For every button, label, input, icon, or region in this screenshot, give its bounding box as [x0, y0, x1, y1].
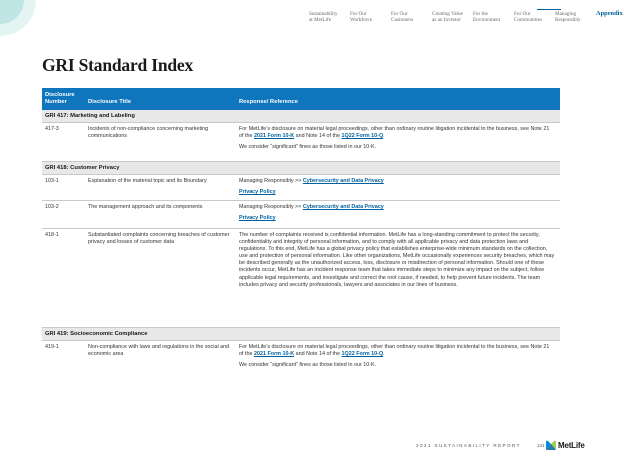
disclosure-title: Explanation of the material topic and its Boundary: [88, 178, 207, 184]
form-10k-link[interactable]: 2021 Form 10-K: [254, 351, 295, 358]
section-navigation: [309, 11, 624, 23]
privacy-policy-link[interactable]: Privacy Policy: [239, 189, 276, 196]
table-row: [42, 201, 560, 229]
form-10k-link[interactable]: 2021 Form 10-K: [254, 133, 295, 140]
section-header-417: GRI 417: Marketing and Labeling: [42, 110, 560, 123]
disclosure-number: 418-1: [45, 232, 59, 238]
report-footer: 2021 SUSTAINABILITY REPORT: [416, 443, 521, 448]
cybersecurity-link[interactable]: Cybersecurity and Data Privacy: [302, 178, 384, 184]
nav-communities[interactable]: For Our Communities: [514, 11, 542, 23]
metlife-logo-icon: [545, 439, 557, 451]
disclosure-response: For MetLife’s disclosure on material legal proceedings, other than ordinary routine litigation incidental to the business, see Note 21 of the 2021 Form 10-K and Note 14 of the 1Q22 Form 10-Q. We consider “significant” fines as those listed in our 10-K.: [239, 126, 550, 151]
nav-workforce[interactable]: For Our Workforce: [350, 11, 373, 23]
table-row: [42, 229, 560, 328]
nav-investor[interactable]: Creating Value as an Investor: [432, 11, 463, 23]
disclosure-number: 103-1: [45, 178, 59, 184]
nav-customers[interactable]: For Our Customers: [391, 11, 414, 23]
disclosure-response: The number of complaints received is confidential information. MetLife has a long-standing commitment to protect the security, confidentiality and integrity of personal information, and to comply with all applicable privacy and data protection laws and regulations. To this end, MetLife has a global privacy policy that establishes enterprise-wide minimum standards on the collection, use and protection of personal information. Like other organizations, MetLife occasionally experiences security breaches, which may be described generally as the unauthorized access, loss, disclosure or misdirection of personal information. Should one of these incidents occur, MetLife has an incident response team that takes immediate steps to minimize any impact on the subject, follow applicable legal requirements, and investigate and correct the root cause, if needed, to help prevent future incidents. The team includes privacy and security professionals, lawyers and associates in our lines of business.: [239, 232, 555, 288]
section-header-419: GRI 419: Socioeconomic Compliance: [42, 328, 560, 341]
disclosure-title: Substantiated complaints concerning breaches of customer privacy and losses of customer data: [88, 232, 230, 246]
table-row: [42, 341, 560, 381]
header-disclosure-title: Disclosure Title: [88, 99, 132, 105]
header-disclosure-number: Disclosure Number: [45, 92, 75, 105]
corner-decoration: [0, 0, 36, 36]
disclosure-response: Managing Responsibly >> Cybersecurity and Data Privacy Privacy Policy: [239, 204, 384, 222]
nav-appendix[interactable]: Appendix: [596, 10, 623, 17]
disclosure-number: 103-2: [45, 204, 59, 210]
table-header: [42, 88, 560, 110]
nav-active-indicator: [537, 9, 561, 10]
page-number: 131: [537, 443, 545, 448]
disclosure-response: For MetLife’s disclosure on material legal proceedings, other than ordinary routine litigation incidental to the business, see Note 21 of the 2021 Form 10-K and Note 14 of the 1Q22 Form 10-Q. We consider “significant” fines as those listed in our 10-K.: [239, 344, 550, 369]
form-10q-link[interactable]: 1Q22 Form 10-Q: [341, 133, 384, 140]
nav-managing[interactable]: Managing Responsibly: [555, 11, 581, 23]
form-10q-link[interactable]: 1Q22 Form 10-Q: [341, 351, 384, 358]
disclosure-title: The management approach and its components: [88, 204, 203, 210]
header-response: Response/ Reference: [239, 99, 298, 105]
disclosure-response: Managing Responsibly >> Cybersecurity and Data Privacy Privacy Policy: [239, 178, 384, 196]
disclosure-number: 419-1: [45, 344, 59, 350]
gri-index-table: [42, 88, 560, 381]
metlife-logo-text: MetLife: [558, 441, 585, 450]
nav-environment[interactable]: For the Environment: [473, 11, 501, 23]
nav-sustainability[interactable]: Sustainability at MetLife: [309, 11, 338, 23]
table-row: [42, 123, 560, 162]
privacy-policy-link[interactable]: Privacy Policy: [239, 215, 276, 222]
disclosure-title: Non-compliance with laws and regulations in the social and economic area: [88, 344, 230, 358]
page-title: GRI Standard Index: [42, 55, 194, 75]
cybersecurity-link[interactable]: Cybersecurity and Data Privacy: [302, 204, 384, 210]
table-row: [42, 175, 560, 201]
section-header-418: GRI 418: Customer Privacy: [42, 162, 560, 175]
disclosure-number: 417-3: [45, 126, 59, 132]
disclosure-title: Incidents of non-compliance concerning marketing communications: [88, 126, 209, 140]
